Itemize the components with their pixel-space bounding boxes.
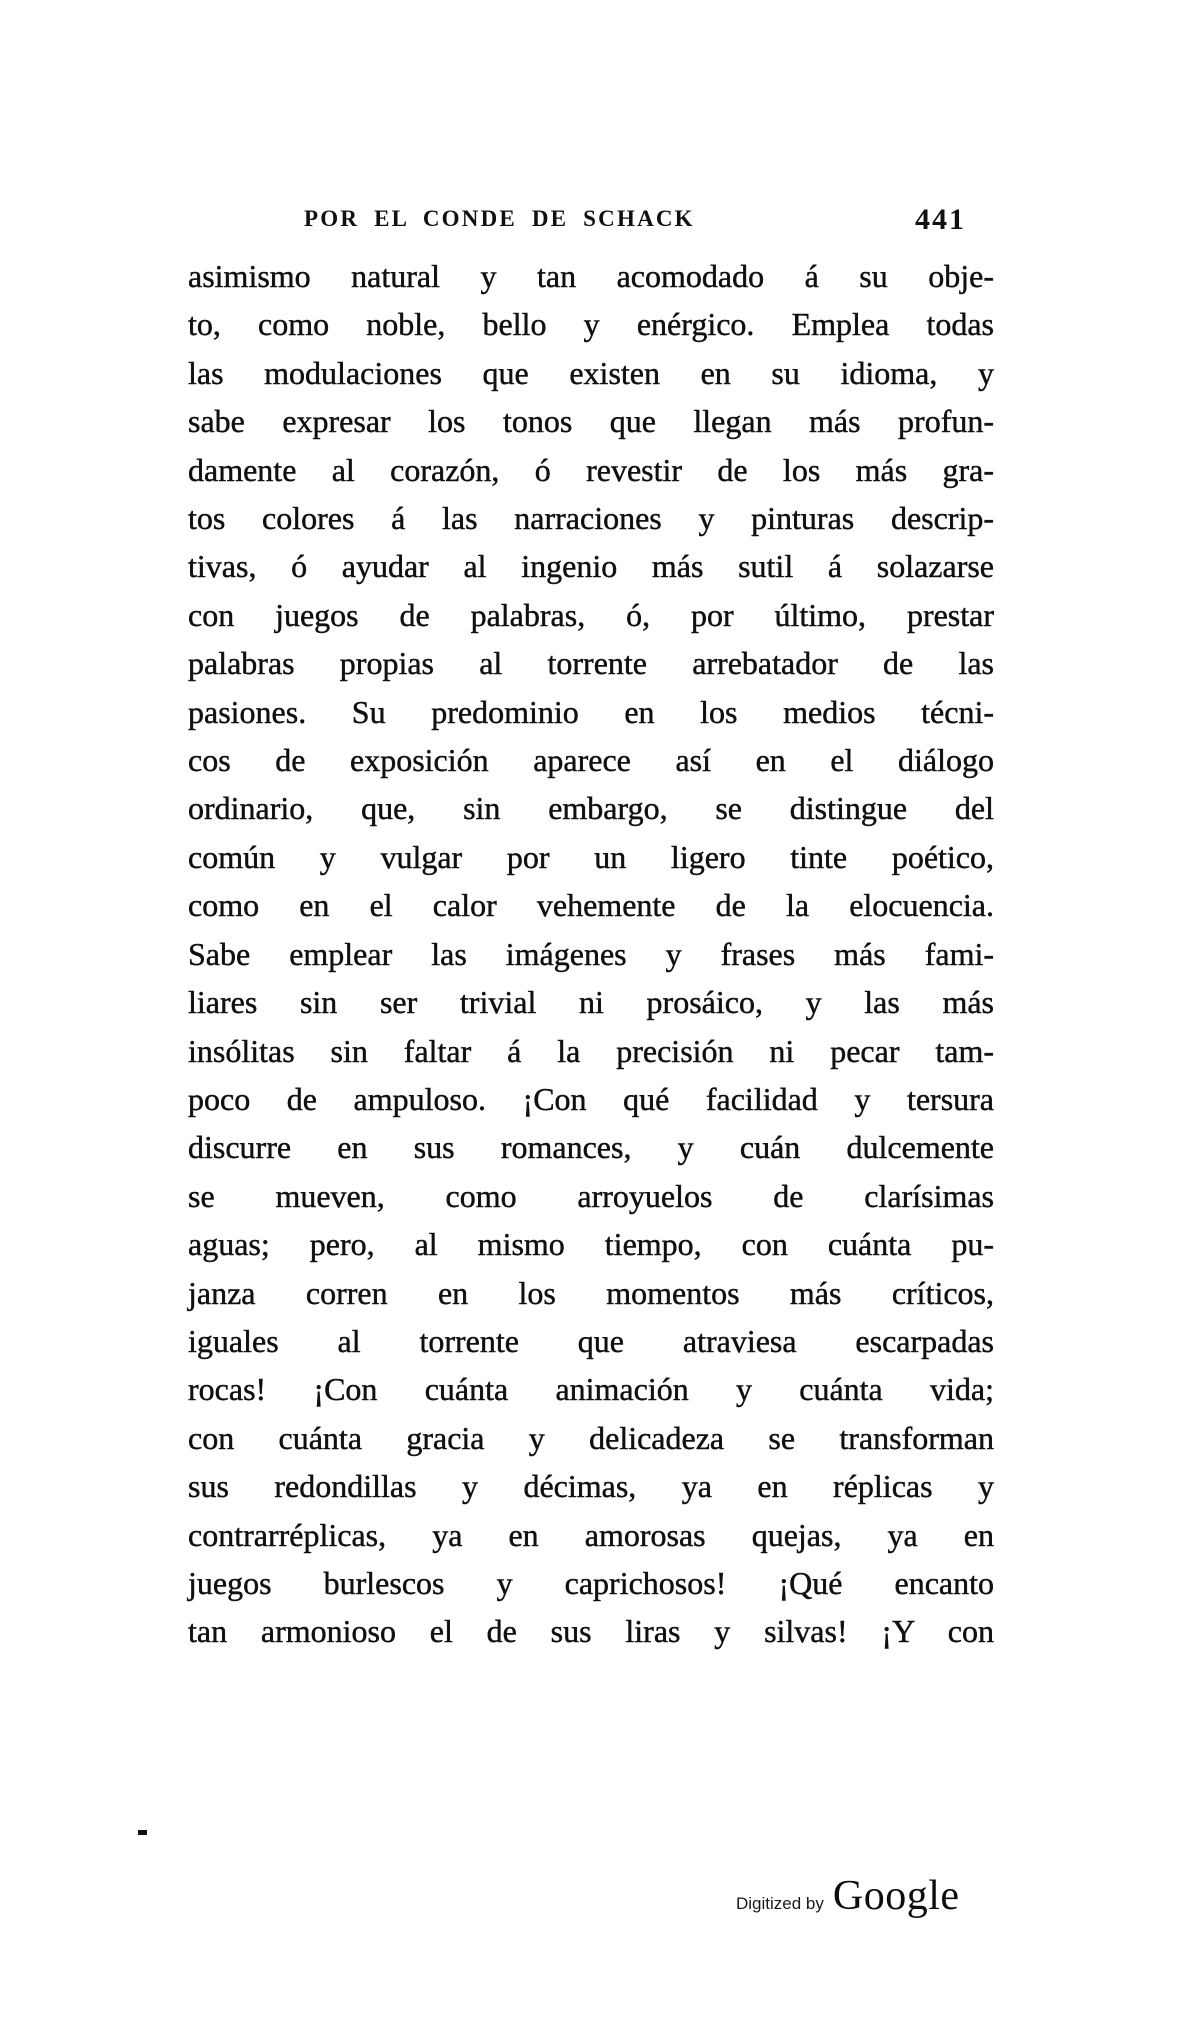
text-line: damente al corazón, ó revestir de los más gra-: [188, 451, 994, 488]
text-line: sabe expresar los tonos que llegan más profun-: [188, 403, 994, 440]
text-line: común y vulgar por un ligero tinte poético,: [188, 838, 994, 875]
text-line: discurre en sus romances, y cuán dulcemente: [188, 1129, 994, 1166]
text-line: poco de ampuloso. ¡Con qué facilidad y tersura: [188, 1080, 994, 1117]
text-line: tan armonioso el de sus liras y silvas! ¡Y con: [188, 1613, 994, 1650]
text-line: como en el calor vehemente de la elocuencia.: [188, 887, 994, 924]
text-line: tos colores á las narraciones y pinturas descrip-: [188, 500, 994, 537]
text-line: con cuánta gracia y delicadeza se transforman: [188, 1419, 994, 1456]
text-line: sus redondillas y décimas, ya en réplicas y: [188, 1468, 994, 1505]
text-line: con juegos de palabras, ó, por último, prestar: [188, 596, 994, 633]
digitized-by-label: Digitized by: [736, 1894, 824, 1913]
page-number: 441: [915, 203, 966, 236]
digitization-credit: [736, 1872, 960, 1920]
text-line: aguas; pero, al mismo tiempo, con cuánta pu-: [188, 1226, 994, 1263]
text-line: janza corren en los momentos más críticos,: [188, 1274, 994, 1311]
text-line: liares sin ser trivial ni prosáico, y las más: [188, 984, 994, 1021]
text-line: rocas! ¡Con cuánta animación y cuánta vida;: [188, 1371, 994, 1408]
text-line: contrarréplicas, ya en amorosas quejas, ya en: [188, 1516, 994, 1553]
text-line: tivas, ó ayudar al ingenio más sutil á solazarse: [188, 548, 994, 585]
text-line: las modulaciones que existen en su idioma, y: [188, 354, 994, 391]
text-line: pasiones. Su predominio en los medios técni-: [188, 693, 994, 730]
body-text: [188, 252, 994, 1656]
margin-dash-mark: [138, 1830, 147, 1835]
text-line: to, como noble, bello y enérgico. Emplea todas: [188, 306, 994, 343]
google-logo: Google: [832, 1873, 960, 1919]
text-line: iguales al torrente que atraviesa escarpadas: [188, 1322, 994, 1359]
text-line: ordinario, que, sin embargo, se distingue del: [188, 790, 994, 827]
text-line: juegos burlescos y caprichosos! ¡Qué encanto: [188, 1564, 994, 1601]
text-line: insólitas sin faltar á la precisión ni pecar tam-: [188, 1032, 994, 1069]
text-line: se mueven, como arroyuelos de clarísimas: [188, 1177, 994, 1214]
text-line: cos de exposición aparece así en el diálogo: [188, 742, 994, 779]
text-line: palabras propias al torrente arrebatador de las: [188, 645, 994, 682]
running-title: POR EL CONDE DE SCHACK: [304, 206, 695, 231]
text-line: Sabe emplear las imágenes y frases más fami-: [188, 935, 994, 972]
text-line: asimismo natural y tan acomodado á su obje-: [188, 258, 994, 294]
running-header: [188, 203, 994, 243]
